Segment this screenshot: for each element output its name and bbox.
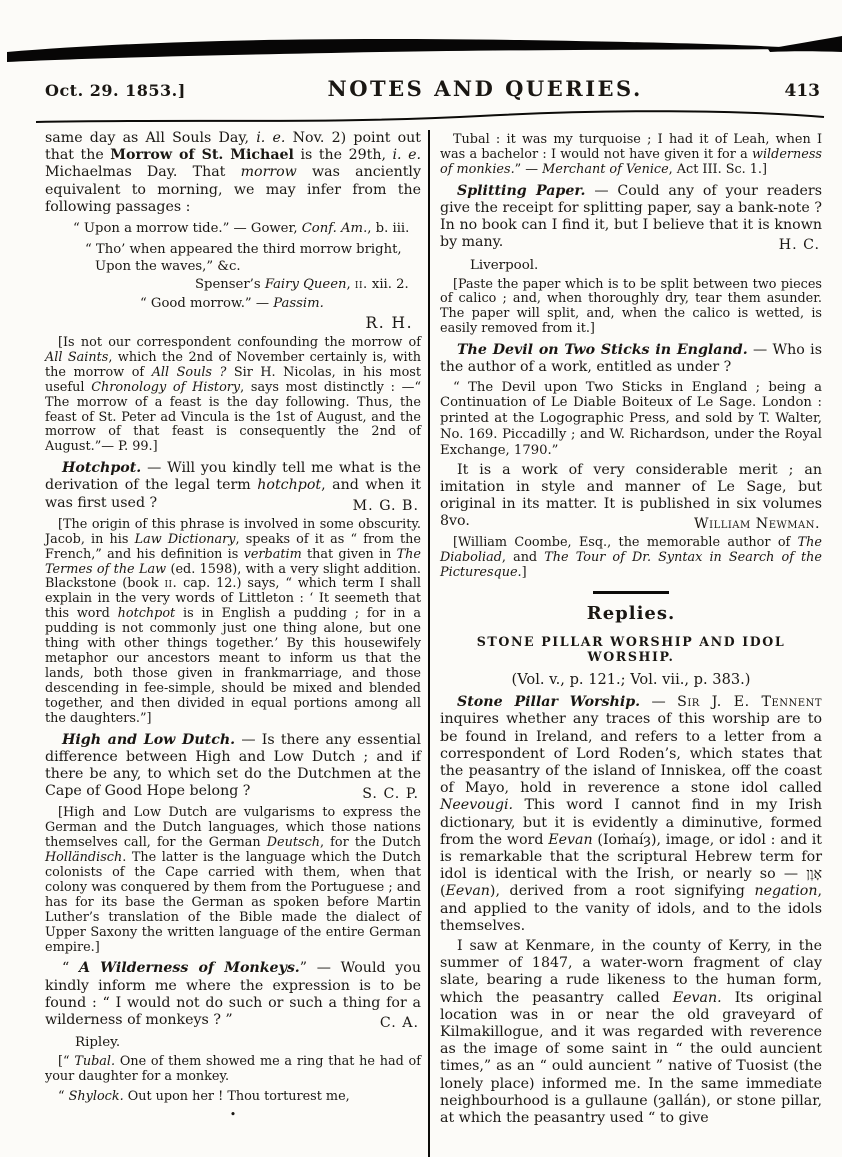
editorial-note-hotchpot: [The origin of this phrase is involved in some obscurity. Jacob, in his Law Dictionary, speaks of it as “ from the French,” and his definition is verbatim that given in The Termes of the Law (ed. 1598), with a very slight addition. Blackstone (book ii. cap. 12.) says, “ which term I shall explain in the very words of Littleton : ‘ It seemeth that this word hotchpot is in English a pudding ; for in a pudding is not commonly just one thing alone, but one thing with other things together.’ By this housewifely metaphor our ancestors meant to inform us that the lands, both those given in frankmarriage, and those descending in fee-simple, should be mixed and blended together, and then divided in equal portions among all the daughters.”] [45, 516, 422, 726]
editorial-note-tubal: [“ Tubal. One of them showed me a ring that he had of your daughter for a monkey. [45, 1054, 421, 1085]
signature: S. C. P. [362, 786, 419, 803]
section-divider-rule [593, 591, 669, 594]
issue-date: Oct. 29. 1853.] [45, 81, 186, 100]
query-continuation-morrow: same day as All Souls Day, i. e. Nov. 2) point out that the Morrow of St. Michael is the 29th, i. e. Michaelmas Day. That morrow was anciently equivalent to morning, we may infer from the following passages : [45, 130, 422, 215]
editorial-note-paste: [Paste the paper which is to be split between two pieces of calico ; and, when thoroughly dry, tear them asunder. The paper will split, and, when the calico is wetted, is easily removed from it.] [440, 276, 822, 337]
verse-quote-spenser-line2: Upon the waves,” &c. [95, 259, 241, 275]
page-header [45, 76, 820, 101]
reply-stone-pillar-paragraph: Stone Pillar Worship. — Sir J. E. Tennent inquires whether any traces of this worship are to be found in Ireland, and refers to a letter from a correspondent of Lord Roden’s, which states that the peasantry of the island of Inniskea, off the coast of Mayo, hold in reverence a stone idol called Neevougi. This word I cannot find in my Irish dictionary, but it is evidently a diminutive, formed from the word Eevan (Ioṁaíȝ), image, or idol : and it is remarkable that the scriptural Hebrew term for idol is identical with the Irish, or nearly so — אָוֶן (Eevan), derived from a root signifying negation, and applied to the vanity of idols, and to the idols themselves. [440, 694, 822, 934]
book-title-quote: “ The Devil upon Two Sticks in England ; being a Continuation of Le Diable Boiteux of Le Sage. London : printed at the Logographic Press, and sold by T. Walter, No. 169. Piccadilly ; and W. Richardson, under the Royal Exchange, 1790.” [440, 379, 822, 458]
right-column [430, 130, 822, 1157]
reply-merit-paragraph: It is a work of very considerable merit ; an imitation in style and manner of Le Sage, but original in its matter. It is published in six volumes 8vo. [440, 461, 822, 530]
header-rule [36, 111, 824, 122]
signature: M. G. B. [352, 497, 419, 514]
signature: C. A. [379, 1015, 419, 1032]
replies-section-heading: Replies. [586, 603, 676, 625]
query-splitting-paper: Splitting Paper. — Could any of your readers give the receipt for splitting paper, say a bank-note ? In no book can I find it, but I believe that it is known by many. [440, 182, 822, 251]
printer-foot-mark: • [229, 1107, 237, 1121]
reply-kenmare-paragraph: I saw at Kenmare, in the county of Kerry, in the summer of 1847, a water-worn fragment of clay slate, bearing a rude likeness to the human form, which the peasantry called Eevan. Its original location was in or near the old graveyard of Kilmakillogue, and it was regarded with reverence as the image of some saint in “ the ould auncient times,” as an “ ould auncient ” native of Tuosist (the lonely place) informed me. In the same immediate neighbourhood is a gullaune (ȝallán), or stone pillar, at which the peasantry used “ to give [440, 937, 822, 1126]
correspondent-place: Liverpool. [470, 257, 539, 273]
editorial-note-morrow: [Is not our correspondent confounding the morrow of All Saints, which the 2nd of November certainly is, with the morrow of All Souls ? Sir H. Nicolas, in his most useful Chronology of History, says most distinctly : —“ The morrow of a feast is the day following. Thus, the feast of St. Peter ad Vincula is the 1st of August, and the morrow of that feast is consequently the 2nd of August.”— P. 99.] [45, 334, 421, 455]
journal-title: NOTES AND QUERIES. [327, 76, 643, 101]
article-title: STONE PILLAR WORSHIP AND IDOL WORSHIP. [476, 634, 786, 665]
verse-quote-spenser-line1: “ Tho’ when appeared the third morrow bright, [85, 241, 402, 257]
two-column-layout [45, 130, 822, 1157]
query-high-low-dutch: High and Low Dutch. — Is there any essential difference between High and Low Dutch ; and if there be any, to which set do the Dutchmen at the Cape of Good Hope belong ? [45, 731, 421, 800]
editorial-note-dutch: [High and Low Dutch are vulgarisms to express the German and the Dutch languages, which those nations themselves call, for the German Deutsch, for the Dutch Holländisch. The latter is the language which the Dutch colonists of the Cape carried with them, when that colony was conquered by them from the Portuguese ; and has for its base the German as spoken before Martin Luther’s translation of the Bible made the dialect of Upper Saxony the written language of the entire German empire.] [45, 805, 421, 955]
scan-artifact-top-bar [0, 0, 842, 135]
signature: William Newman. [694, 516, 820, 533]
correspondent-place: Ripley. [75, 1035, 121, 1051]
verse-quote-attribution: Spenser’s Fairy Queen, ii. xii. 2. [195, 276, 409, 292]
page-number: 413 [784, 81, 820, 101]
editorial-note-shylock: “ Shylock. Out upon her ! Thou torturest me, [58, 1089, 350, 1105]
left-column [45, 130, 428, 1157]
query-hotchpot: Hotchpot. — Will you kindly tell me what is the derivation of the legal term hotchpot, and when it was first used ? [45, 460, 421, 511]
verse-quote-gower: “ Upon a morrow tide.” — Gower, Conf. Am., b. iii. [73, 221, 410, 237]
editorial-note-coombe: [William Coombe, Esq., the memorable author of The Diaboliad, and The Tour of Dr. Syntax in Search of the Picturesque.] [440, 535, 822, 581]
article-volume-reference: (Vol. v., p. 121.; Vol. vii., p. 383.) [511, 671, 751, 689]
query-wilderness-of-monkeys: “ A Wilderness of Monkeys.” — Would you kindly inform me where the expression is to be found : “ I would not do such or such a thing for a wilderness of monkeys ? ” [45, 960, 421, 1029]
editorial-note-tubal-continuation: Tubal : it was my turquoise ; I had it of Leah, when I was a bachelor : I would not have given it for a wilderness of monkies.” — Merchant of Venice, Act III. Sc. 1.] [440, 132, 822, 177]
query-devil-two-sticks: The Devil on Two Sticks in England. — Who is the author of a work, entitled as under ? [440, 342, 823, 376]
signature: H. C. [778, 237, 820, 254]
verse-quote-passim: “ Good morrow.” — Passim. [140, 296, 324, 312]
signature: R. H. [365, 313, 413, 332]
